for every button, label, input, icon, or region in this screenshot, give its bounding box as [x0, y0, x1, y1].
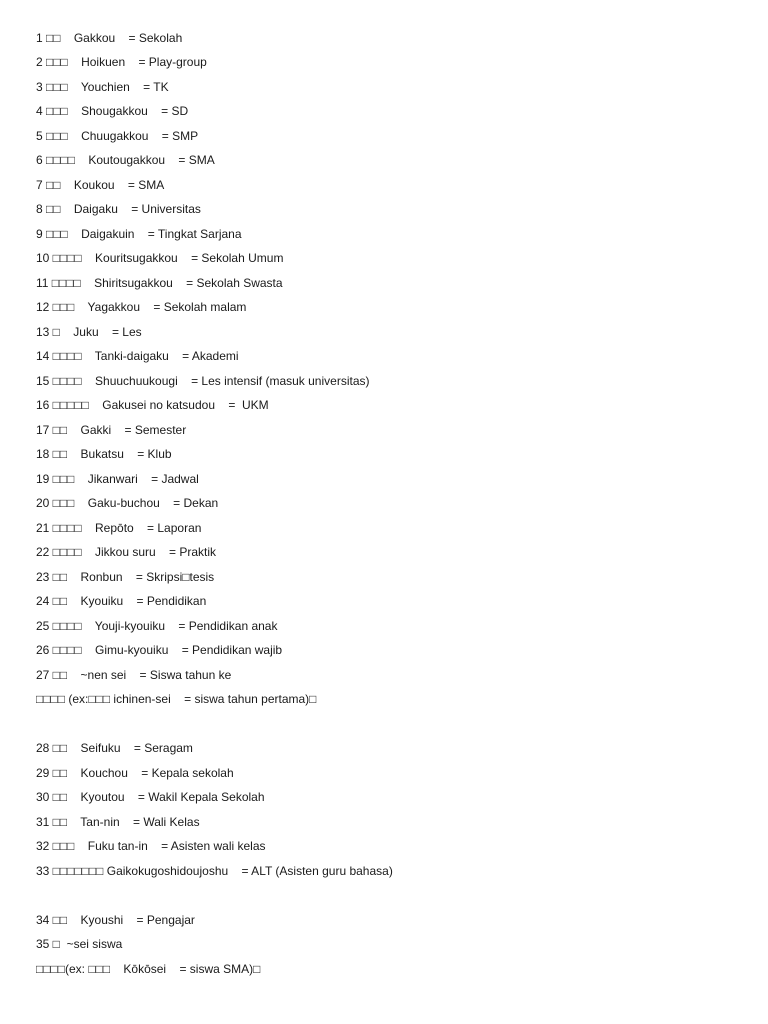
vocab-line: 13 □ Juku = Les	[36, 325, 142, 339]
vocab-line: 21 □□□□ Repōto = Laporan	[36, 521, 202, 535]
vocab-line: 27 □□ ~nen sei = Siswa tahun ke	[36, 668, 232, 682]
vocab-line: 1 □□ Gakkou = Sekolah	[36, 31, 183, 45]
vocab-line: 6 □□□□ Koutougakkou = SMA	[36, 153, 215, 167]
vocab-line: □□□□(ex: □□□ Kōkōsei = siswa SMA)□	[36, 962, 261, 976]
vocab-line: 30 □□ Kyoutou = Wakil Kepala Sekolah	[36, 790, 265, 804]
vocab-line: 34 □□ Kyoushi = Pengajar	[36, 913, 195, 927]
vocab-line: 8 □□ Daigaku = Universitas	[36, 202, 201, 216]
vocab-line: 23 □□ Ronbun = Skripsi□tesis	[36, 570, 215, 584]
vocab-line: 24 □□ Kyouiku = Pendidikan	[36, 594, 207, 608]
vocab-line: 22 □□□□ Jikkou suru = Praktik	[36, 545, 217, 559]
vocab-line: 35 □ ~sei siswa	[36, 937, 123, 951]
vocab-line: □□□□ (ex:□□□ ichinen-sei = siswa tahun pertama)□	[36, 692, 317, 706]
vocab-line: 14 □□□□ Tanki-daigaku = Akademi	[36, 349, 239, 363]
vocab-line: 26 □□□□ Gimu-kyouiku = Pendidikan wajib	[36, 643, 283, 657]
vocab-line: 11 □□□□ Shiritsugakkou = Sekolah Swasta	[36, 276, 283, 290]
vocab-line: 15 □□□□ Shuuchuukougi = Les intensif (masuk universitas)	[36, 374, 370, 388]
vocab-line: 28 □□ Seifuku = Seragam	[36, 741, 193, 755]
vocab-line: 33 □□□□□□□ Gaikokugoshidoujoshu = ALT (Asisten guru bahasa)	[36, 864, 393, 878]
vocab-line: 32 □□□ Fuku tan-in = Asisten wali kelas	[36, 839, 266, 853]
vocab-line: 16 □□□□□ Gakusei no katsudou = UKM	[36, 398, 269, 412]
vocab-line: 4 □□□ Shougakkou = SD	[36, 104, 189, 118]
vocab-line: 7 □□ Koukou = SMA	[36, 178, 165, 192]
vocab-line: 2 □□□ Hoikuen = Play-group	[36, 55, 207, 69]
vocab-line: 10 □□□□ Kouritsugakkou = Sekolah Umum	[36, 251, 284, 265]
vocab-line: 25 □□□□ Youji-kyouiku = Pendidikan anak	[36, 619, 278, 633]
vocab-line: 3 □□□ Youchien = TK	[36, 80, 169, 94]
vocab-line: 12 □□□ Yagakkou = Sekolah malam	[36, 300, 247, 314]
vocab-line: 9 □□□ Daigakuin = Tingkat Sarjana	[36, 227, 242, 241]
vocab-line: 5 □□□ Chuugakkou = SMP	[36, 129, 199, 143]
vocab-line: 19 □□□ Jikanwari = Jadwal	[36, 472, 199, 486]
vocab-line: 17 □□ Gakki = Semester	[36, 423, 187, 437]
vocab-line: 31 □□ Tan-nin = Wali Kelas	[36, 815, 200, 829]
vocab-line: 18 □□ Bukatsu = Klub	[36, 447, 172, 461]
vocab-line: 29 □□ Kouchou = Kepala sekolah	[36, 766, 234, 780]
vocab-line: 20 □□□ Gaku-buchou = Dekan	[36, 496, 219, 510]
